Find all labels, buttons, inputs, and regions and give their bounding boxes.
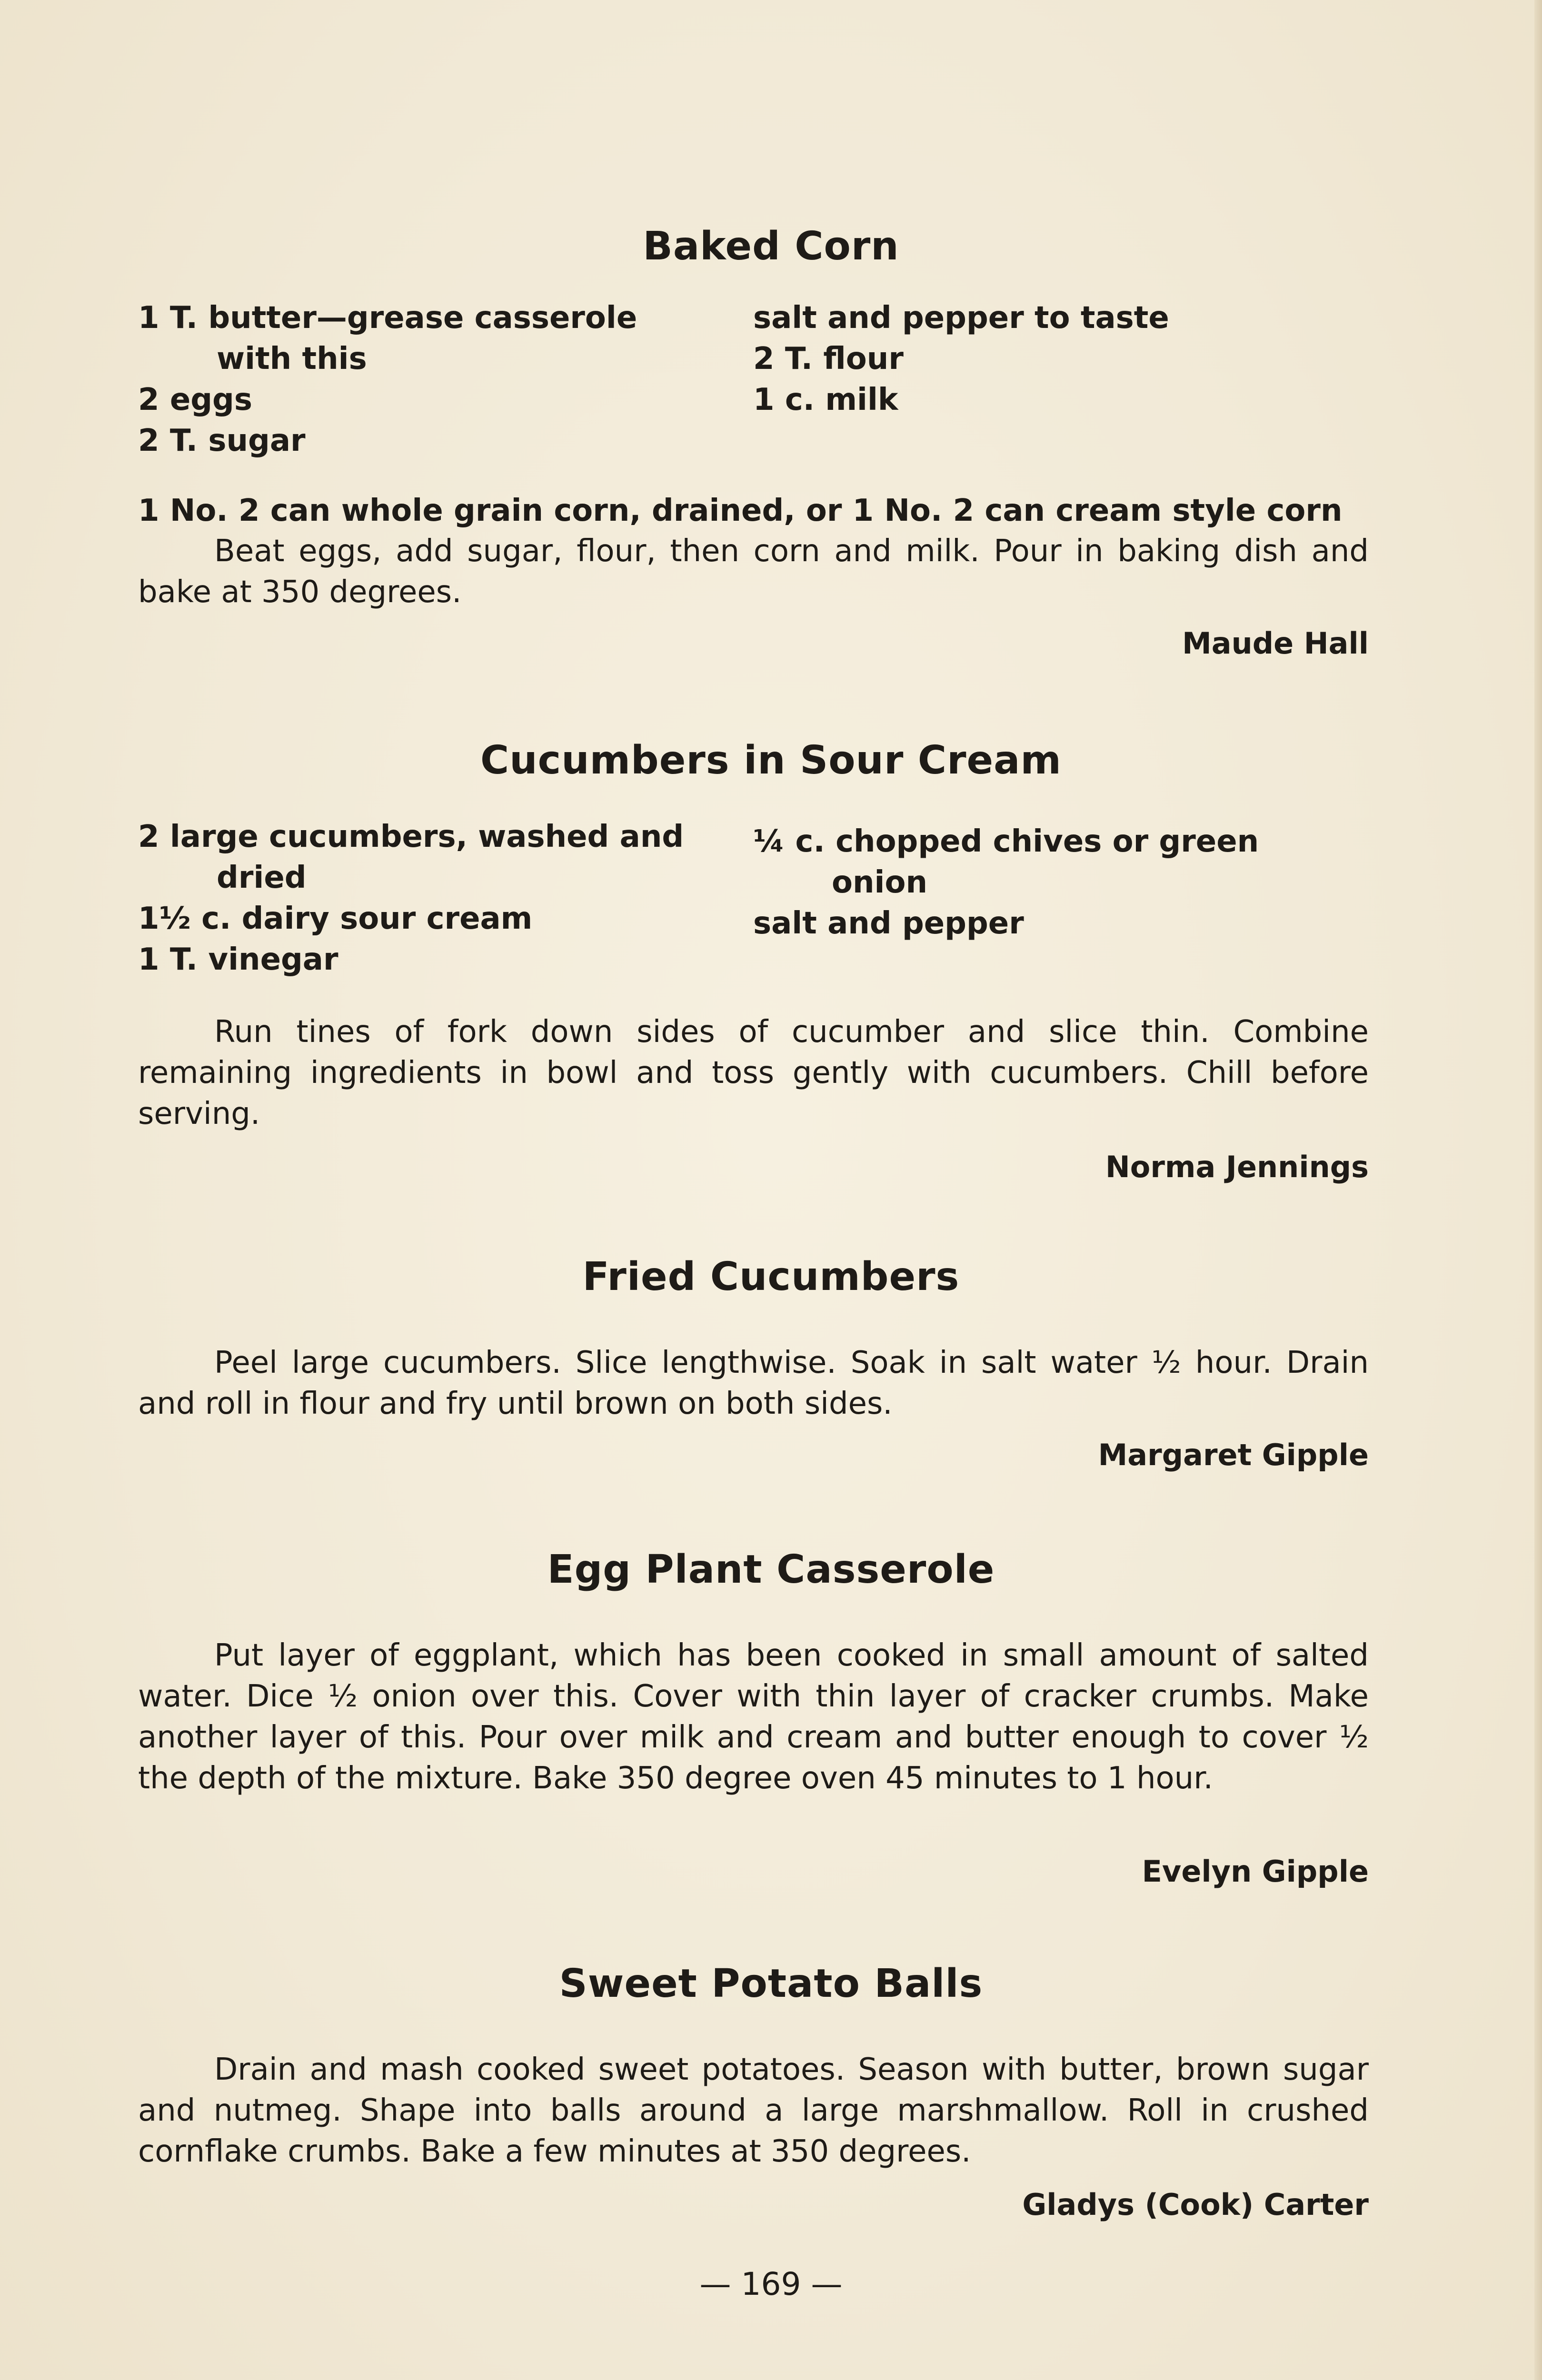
page-spine-edge [1534, 0, 1542, 2380]
page-number: — 169 — [699, 2266, 843, 2302]
ingredient-item: 1 T. butter—grease casserole with this [138, 300, 637, 377]
ingredient-item: 2 T. flour [753, 341, 904, 377]
ingredients-left-column [138, 816, 695, 980]
recipe-author: Maude Hall [1182, 626, 1369, 661]
recipe-title: Cucumbers in Sour Cream [480, 738, 1062, 783]
ingredient-item: 1 c. milk [753, 382, 898, 417]
ingredients-right-column [753, 821, 1315, 944]
recipe-directions: Drain and mash cooked sweet potatoes. Season with butter, brown sugar and nutmeg. Shape into balls around a large marshmallow. Roll in crushed cornflake crumbs. Bake a few minutes at 350 degrees. [138, 2052, 1369, 2169]
ingredient-item: salt and pepper [753, 906, 1024, 941]
recipe-directions: Run tines of fork down sides of cucumber and slice thin. Combine remaining ingredients in bowl and toss gently with cucumbers. Chill before serving. [138, 1014, 1369, 1131]
recipe-author: Gladys (Cook) Carter [1022, 2187, 1369, 2222]
ingredient-item: 2 T. sugar [138, 423, 306, 458]
ingredient-item: 1 T. vinegar [138, 942, 338, 977]
ingredient-full-width: 1 No. 2 can whole grain corn, drained, or 1 No. 2 can cream style corn [138, 493, 1343, 528]
recipe-author: Margaret Gipple [1098, 1438, 1369, 1472]
ingredient-item: ¼ c. chopped chives or green onion [753, 824, 1259, 900]
ingredient-item: salt and pepper to taste [753, 300, 1169, 336]
ingredient-item: 2 large cucumbers, washed and dried [138, 819, 684, 895]
ingredients-right-column [753, 298, 1324, 420]
recipe-title: Baked Corn [643, 224, 899, 269]
recipe-title: Egg Plant Casserole [547, 1547, 995, 1592]
recipe-directions: Beat eggs, add sugar, flour, then corn and milk. Pour in baking dish and bake at 350 degrees. [138, 534, 1369, 610]
recipe-directions: Put layer of eggplant, which has been cooked in small amount of salted water. Dice ½ onion over this. Cover with thin layer of cracker crumbs. Make another layer of this. Pour over milk and cream and butter enough to cover ½ the depth of the mixture. Bake 350 degree oven 45 minutes to 1 hour. [138, 1638, 1369, 1796]
recipe-author: Norma Jennings [1105, 1150, 1369, 1184]
recipe-title: Fried Cucumbers [582, 1254, 960, 1299]
recipe-title: Sweet Potato Balls [559, 1961, 983, 2006]
ingredient-item: 1½ c. dairy sour cream [138, 901, 533, 936]
ingredient-item: 2 eggs [138, 382, 252, 417]
ingredients-left-column [138, 298, 709, 461]
recipe-directions: Peel large cucumbers. Slice lengthwise. Soak in salt water ½ hour. Drain and roll in flour and fry until brown on both sides. [138, 1345, 1369, 1421]
recipe-author: Evelyn Gipple [1142, 1854, 1369, 1889]
